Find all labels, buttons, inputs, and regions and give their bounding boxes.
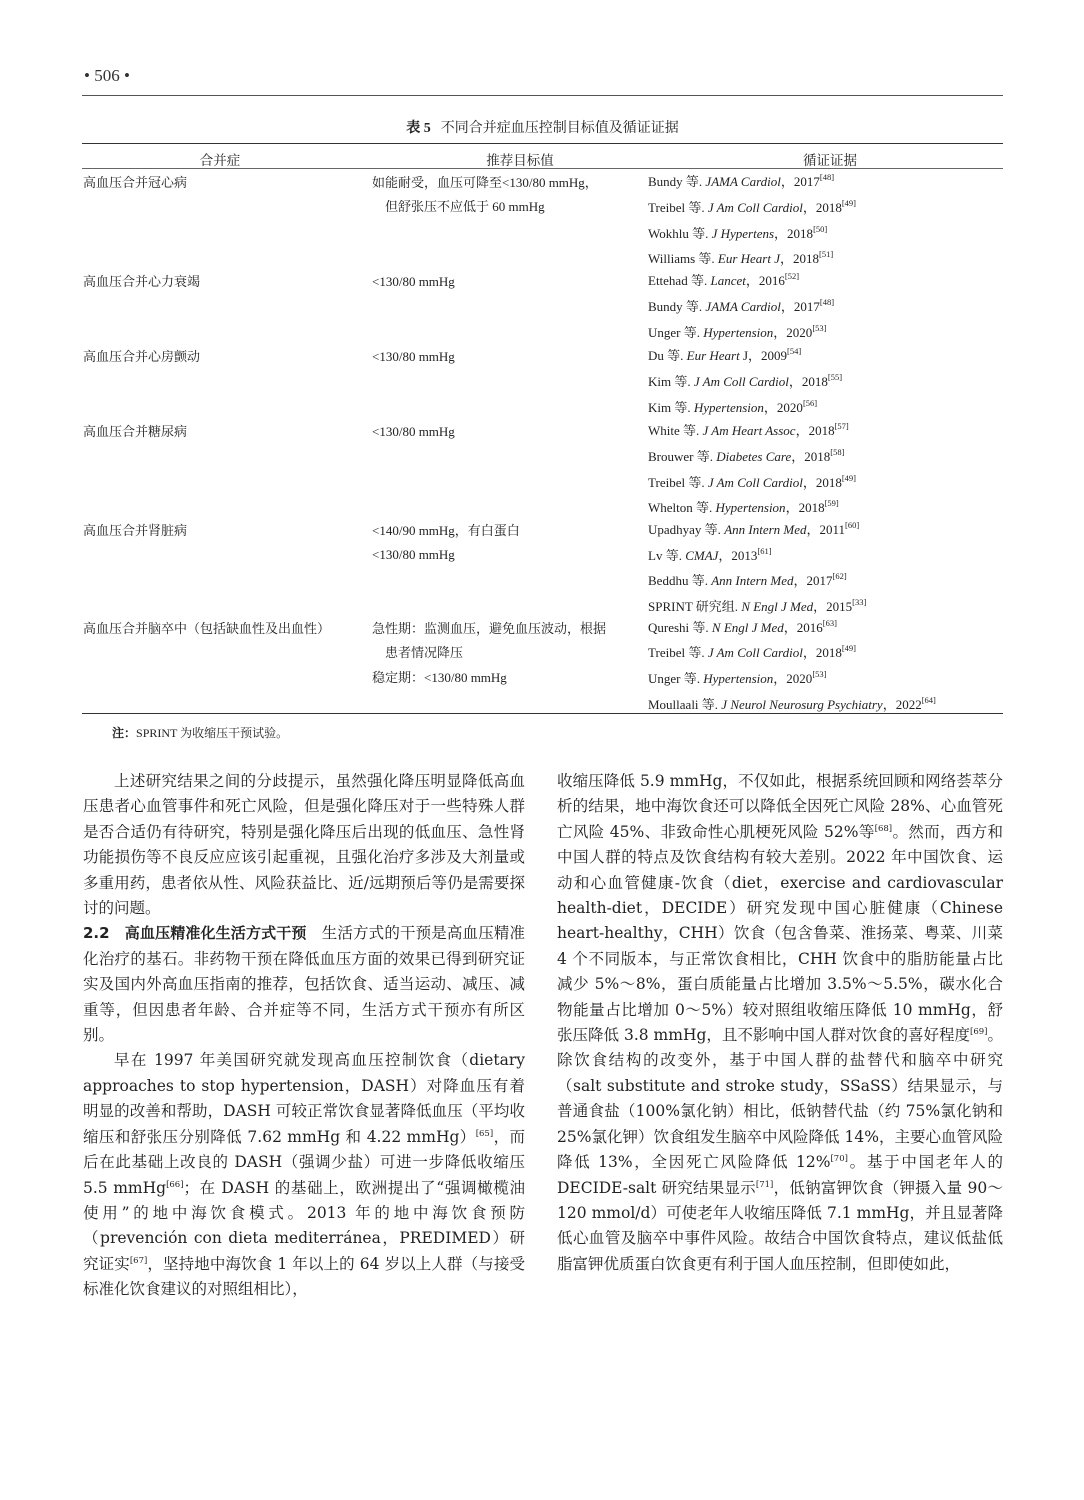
citation-journal: J Am Coll Cardiol xyxy=(707,475,803,490)
citation-year: ，2017 xyxy=(780,299,820,314)
citation-journal: J Am Coll Cardiol xyxy=(707,200,803,215)
target-cell: <130/80 mmHg xyxy=(372,274,455,289)
citation-author: Kim 等. xyxy=(648,400,691,415)
reference-mark: [66] xyxy=(166,1179,184,1190)
citation-author: Lv 等. xyxy=(648,548,682,563)
citation-journal: Ann Intern Med xyxy=(711,573,794,588)
citation-entry xyxy=(648,296,834,315)
condition-cell: 高血压合并脑卒中（包括缺血性及出血性） xyxy=(83,621,331,636)
citation-author: Qureshi 等. xyxy=(648,620,709,635)
citation-year: ，2020 xyxy=(773,325,813,340)
citation-journal: Hypertension xyxy=(693,400,764,415)
note-text: SPRINT 为收缩压干预试验。 xyxy=(136,726,289,740)
citation-author: SPRINT 研究组. xyxy=(648,599,739,614)
paragraph-text: 早在 1997 年美国研究就发现高血压控制饮食（dietary approaches to stop hypertension，DASH）对降血压有着明显的改善和帮助，DASH 可较正常饮食显著降低血压（平均收缩压和舒张压分别降低 7.62 mmHg 和 4.22 mmHg） xyxy=(83,1051,525,1146)
citation-entry xyxy=(648,223,827,242)
citation-journal: CMAJ xyxy=(685,548,719,563)
condition-cell: 高血压合并心力衰竭 xyxy=(83,274,201,289)
paragraph-text: 。基于中国老年人的 DECIDE-salt 研究结果显示 xyxy=(557,1153,1003,1197)
reference-mark: [70] xyxy=(830,1154,848,1165)
column-header-evidence: 循证证据 xyxy=(803,153,857,168)
target-cell: 稳定期：<130/80 mmHg xyxy=(372,670,507,685)
header-divider xyxy=(82,95,1003,96)
citation-ref: [60] xyxy=(845,520,860,530)
citation-year: ，2016 xyxy=(745,273,785,288)
paragraph-text: ；在 DASH 的基础上，欧洲提出了“强调橄榄油使用”的地中海饮食模式。2013 年的地中海饮食预防（prevención con dieta mediterránea，PREDIMED）研究证实 xyxy=(83,1178,525,1273)
citation-year: ，2018 xyxy=(791,449,831,464)
citation-year: ，2018 xyxy=(774,226,814,241)
citation-author: Treibel 等. xyxy=(648,200,705,215)
citation-ref: [62] xyxy=(832,571,847,581)
section-title: 高血压精准化生活方式干预 xyxy=(124,924,307,943)
citation-ref: [51] xyxy=(819,249,834,259)
citation-journal: J Hypertens xyxy=(711,226,775,241)
citation-year: ，2011 xyxy=(806,522,846,537)
citation-year: ，2020 xyxy=(763,400,803,415)
citation-ref: [52] xyxy=(784,271,800,281)
target-cell: <130/80 mmHg xyxy=(372,349,455,364)
paragraph-text: 收缩压降低 5.9 mmHg，不仅如此，根据系统回顾和网络荟萃分析的结果，地中海饮食还可以降低全因死亡风险 28%、心血管死亡风险 45%、非致命性心肌梗死风险 52%等 xyxy=(557,772,1003,841)
paragraph-text: ，坚持地中海饮食 1 年以上的 64 岁以上人群（与接受标准化饮食建议的对照组相比）， xyxy=(83,1254,525,1299)
citation-ref: [53] xyxy=(812,669,827,679)
citation-entry xyxy=(648,694,936,713)
citation-year: ，2016 xyxy=(783,620,823,635)
citation-author: Du 等. xyxy=(648,348,684,363)
citation-journal: Diabetes Care xyxy=(716,449,792,464)
citation-entry xyxy=(648,371,842,390)
citation-year: ，2018 xyxy=(788,374,828,389)
reference-mark: [65] xyxy=(475,1128,494,1139)
body-column-left xyxy=(83,769,525,1303)
citation-ref: [54] xyxy=(787,346,802,356)
citation-author: Treibel 等. xyxy=(648,475,705,490)
citation-journal: Eur Heart J xyxy=(717,251,780,266)
citation-author: Kim 等. xyxy=(648,374,691,389)
citation-ref: [48] xyxy=(819,297,835,307)
citation-author: Brouwer 等. xyxy=(648,449,713,464)
citation-ref: [56] xyxy=(802,398,818,408)
citation-journal: JAMA Cardiol xyxy=(705,174,781,189)
citation-journal: Eur Heart xyxy=(686,348,740,363)
citation-year: ，2018 xyxy=(802,645,842,660)
citation-entry xyxy=(648,668,826,687)
citation-journal: Lancet xyxy=(710,273,746,288)
target-cell: 患者情况降压 xyxy=(372,645,464,660)
page-number: • 506 • xyxy=(84,66,130,85)
reference-mark: [71] xyxy=(755,1179,774,1190)
citation-entry xyxy=(648,345,801,364)
column-header-target: 推荐目标值 xyxy=(486,153,554,168)
citation-year: ，2020 xyxy=(773,671,813,686)
citation-year: ，2018 xyxy=(780,251,820,266)
citation-journal: J Am Heart Assoc xyxy=(702,423,796,438)
citation-entry xyxy=(648,497,839,516)
paragraph: 上述研究结果之间的分歧提示，虽然强化降压明显降低高血压患者心血管事件和死亡风险，但是强化降压对于一些特殊人群是否合适仍有待研究，特别是强化降压后出现的低血压、急性肾功能损伤等不良反应应该引起重视，且强化治疗多涉及大剂量或多重用药，患者依从性、风险获益比、近/远期预后等仍是需要探讨的问题。 xyxy=(83,772,525,918)
citation-ref: [63] xyxy=(822,618,837,628)
paragraph-text: ，而后在此基础上改良的 DASH（强调少盐）可进一步降低收缩压 5.5 mmHg xyxy=(83,1127,525,1197)
note-label: 注： xyxy=(112,726,137,740)
target-cell: 但舒张压不应低于 60 mmHg xyxy=(372,199,545,214)
citation-ref: [49] xyxy=(841,198,856,208)
citation-ref: [49] xyxy=(841,473,856,483)
citation-ref: [48] xyxy=(819,172,835,182)
citation-entry xyxy=(648,171,834,190)
paragraph xyxy=(557,769,1003,1277)
citation-author: Ettehad 等. xyxy=(648,273,708,288)
citation-entry xyxy=(648,472,856,491)
reference-mark: [68] xyxy=(874,823,893,834)
condition-cell: 高血压合并肾脏病 xyxy=(83,523,188,538)
citation-year: ，2015 xyxy=(813,599,853,614)
citation-entry xyxy=(648,545,772,564)
citation-ref: [50] xyxy=(813,224,828,234)
paragraph-text: ，低钠富钾饮食（钾摄入量 90～120 mmol/d）可使老年人收缩压降低 7.1 mmHg，并且显著降低心血管及脑卒中事件风险。故结合中国饮食特点，建议低盐低脂富钾优质蛋白饮食更有利于国人血压控制，但即使如此， xyxy=(557,1178,1003,1273)
citation-entry xyxy=(648,570,847,589)
target-cell: 急性期：监测血压，避免血压波动，根据 xyxy=(372,621,607,636)
citation-journal: N Engl J Med xyxy=(711,620,784,635)
target-cell: <130/80 mmHg xyxy=(372,424,455,439)
citation-author: Unger 等. xyxy=(648,325,700,340)
citation-author: White 等. xyxy=(648,423,700,438)
table-top-rule xyxy=(82,143,1003,144)
citation-author: Bundy 等. xyxy=(648,174,703,189)
citation-year: ，2018 xyxy=(802,200,842,215)
citation-entry xyxy=(648,642,856,661)
citation-entry xyxy=(648,446,844,465)
citation-author: Moullaali 等. xyxy=(648,697,719,712)
citation-author: Whelton 等. xyxy=(648,500,713,515)
citation-author: Williams 等. xyxy=(648,251,715,266)
citation-ref: [59] xyxy=(824,498,839,508)
paragraph xyxy=(83,1048,525,1302)
citation-entry xyxy=(648,397,817,416)
paragraph xyxy=(83,921,525,1048)
citation-author: Unger 等. xyxy=(648,671,700,686)
paragraph-text: 生活方式的干预是高血压精准化治疗的基石。非药物干预在降低血压方面的效果已得到研究证实及国内外高血压指南的推荐，包括饮食、适当运动、减压、减重等，但因患者年龄、合并症等不同，生活方式干预亦有所区别。 xyxy=(83,924,525,1045)
citation-author: Beddhu 等. xyxy=(648,573,708,588)
citation-journal: J Am Coll Cardiol xyxy=(693,374,789,389)
citation-journal: Hypertension xyxy=(703,671,774,686)
paragraph-text: 。除饮食结构的改变外，基于中国人群的盐替代和脑卒中研究（salt substitute and stroke study，SSaSS）结果显示，与普通食盐（100%氯化钠）相比，低钠替代盐（约 75%氯化钠和 25%氯化钾）饮食组发生脑卒中风险降低 14%，主要心血管风险降低 13%，全因死亡风险降低 12% xyxy=(557,1026,1003,1172)
citation-ref: [33] xyxy=(852,597,867,607)
reference-mark: [67] xyxy=(129,1255,148,1266)
citation-ref: [49] xyxy=(841,643,856,653)
citation-entry xyxy=(648,322,826,341)
target-cell: 如能耐受，血压可降至<130/80 mmHg， xyxy=(372,175,598,190)
citation-journal: JAMA Cardiol xyxy=(705,299,781,314)
table-note xyxy=(112,724,288,741)
citation-year: ，2017 xyxy=(780,174,820,189)
condition-cell: 高血压合并冠心病 xyxy=(83,175,188,190)
citation-author: Bundy 等. xyxy=(648,299,703,314)
citation-year: ，2022 xyxy=(882,697,922,712)
citation-entry xyxy=(648,197,856,216)
target-cell: <140/90 mmHg，有白蛋白 xyxy=(372,523,520,538)
citation-year: ，2018 xyxy=(802,475,842,490)
citation-journal: Ann Intern Med xyxy=(724,522,807,537)
citation-author: Wokhlu 等. xyxy=(648,226,709,241)
citation-journal: Hypertension xyxy=(715,500,786,515)
table-header-rule xyxy=(82,168,1003,169)
condition-cell: 高血压合并糖尿病 xyxy=(83,424,188,439)
citation-ref: [53] xyxy=(812,323,827,333)
citation-journal: N Engl J Med xyxy=(741,599,814,614)
citation-ref: [55] xyxy=(827,372,843,382)
paragraph-text: 。然而，西方和中国人群的特点及饮食结构有较大差别。2022 年中国饮食、运动和心血管健康-饮食（diet，exercise and cardiovascular health-diet，DECIDE）研究发现中国心脏健康（Chinese heart-healthy，CHH）饮食（包含鲁菜、淮扬菜、粤菜、川菜 4 个不同版本，与正常饮食相比，CHH 饮食中的脂肪能量占比减少 5%～8%，蛋白质能量占比增加 3.5%～5.5%，碳水化合物能量占比增加 0～5%）较对照组收缩压降低 10 mmHg，舒张压降低 3.8 mmHg，且不影响中国人群对饮食的喜好程度 xyxy=(557,822,1003,1045)
citation-journal: J Neurol Neurosurg Psychiatry xyxy=(721,697,883,712)
citation-year: J，2009 xyxy=(739,348,788,363)
reference-mark: [69] xyxy=(970,1027,988,1038)
citation-entry xyxy=(648,270,799,289)
citation-author: Treibel 等. xyxy=(648,645,705,660)
section-number: 2.2 xyxy=(83,924,110,943)
citation-entry xyxy=(648,519,859,538)
citation-author: Upadhyay 等. xyxy=(648,522,721,537)
citation-journal: J Am Coll Cardiol xyxy=(707,645,803,660)
citation-ref: [58] xyxy=(830,447,845,457)
citation-entry xyxy=(648,420,849,439)
citation-entry xyxy=(648,596,866,615)
table-caption xyxy=(82,117,1003,137)
citation-year: ，2017 xyxy=(793,573,833,588)
table-number: 表 5 xyxy=(406,121,431,136)
column-header-condition: 合并症 xyxy=(199,153,241,168)
citation-year: ，2013 xyxy=(718,548,758,563)
condition-cell: 高血压合并心房颤动 xyxy=(83,349,201,364)
citation-entry xyxy=(648,248,833,267)
citation-entry xyxy=(648,617,837,636)
table-title: 不同合并症血压控制目标值及循证证据 xyxy=(440,121,679,136)
citation-year: ，2018 xyxy=(795,423,835,438)
body-column-right xyxy=(557,769,1003,1277)
citation-journal: Hypertension xyxy=(703,325,774,340)
citation-ref: [61] xyxy=(757,546,772,556)
citation-year: ，2018 xyxy=(785,500,825,515)
citation-ref: [64] xyxy=(921,695,936,705)
table-bottom-rule xyxy=(82,713,1003,714)
citation-ref: [57] xyxy=(834,421,849,431)
target-cell: <130/80 mmHg xyxy=(372,547,455,562)
